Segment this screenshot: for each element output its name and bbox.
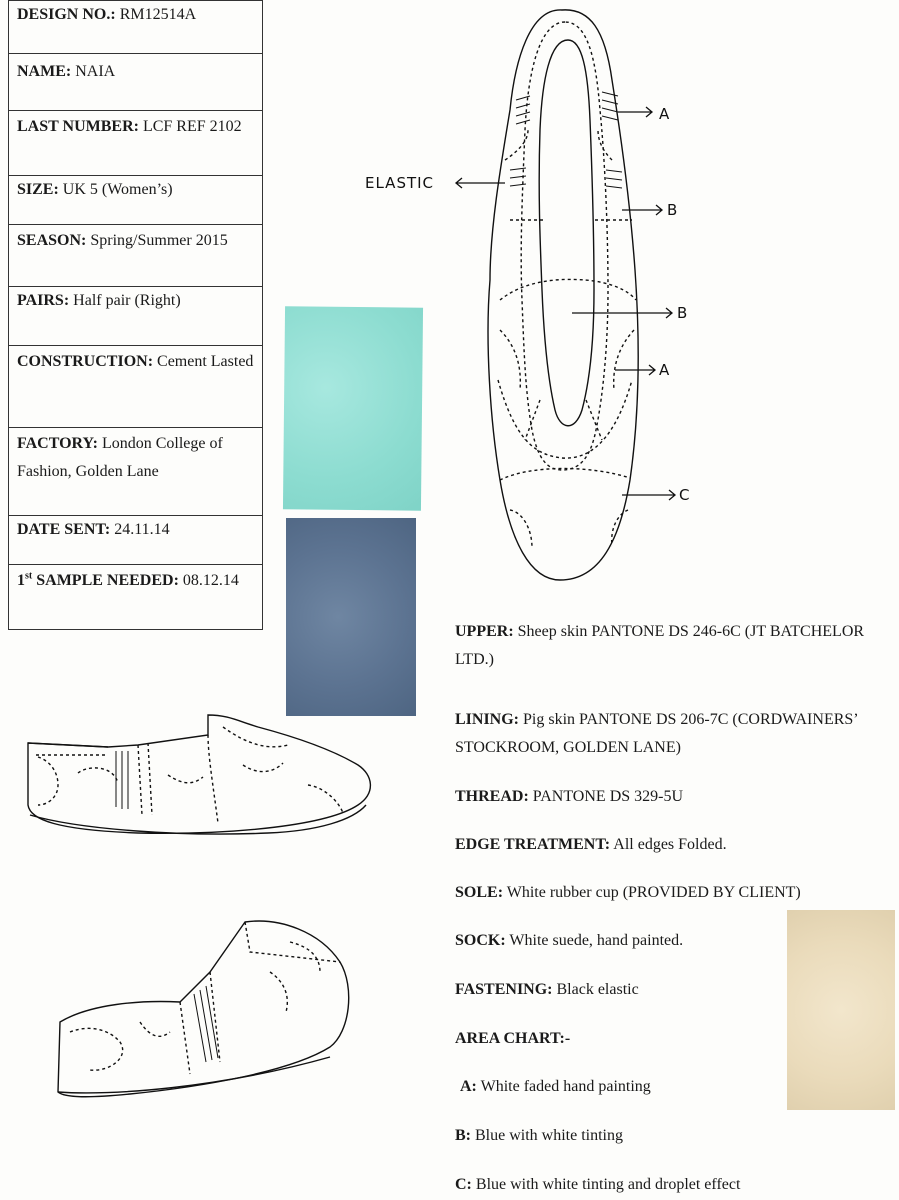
spec-area-c — [455, 1171, 895, 1199]
spec-value: 24.11.14 — [114, 521, 170, 538]
spec-row-size — [9, 176, 263, 225]
spec-key: FACTORY: — [17, 435, 98, 452]
spec-sole — [455, 879, 895, 907]
spec-key: SEASON: — [17, 232, 87, 249]
spec-row-pairs — [9, 287, 263, 346]
callout-label-elastic: ELASTIC — [365, 174, 435, 192]
spec-key: LAST NUMBER: — [17, 118, 139, 135]
spec-key: SIZE: — [17, 181, 59, 198]
spec-sock — [455, 927, 895, 955]
shoe-top-view-drawing — [350, 0, 710, 590]
spec-value: UK 5 (Women’s) — [62, 181, 173, 198]
spec-value: White faded hand painting — [480, 1078, 651, 1095]
shoe-side-view-drawing — [50, 912, 360, 1102]
spec-value: All edges Folded. — [613, 836, 727, 853]
spec-key: LINING: — [455, 711, 520, 728]
spec-value: 08.12.14 — [182, 572, 239, 589]
spec-key-number: 1 — [17, 572, 25, 589]
spec-value: Blue with white tinting and droplet effect — [475, 1176, 741, 1193]
spec-fastening — [455, 976, 895, 1004]
spec-key: DESIGN NO.: — [17, 6, 116, 23]
spec-row-construction — [9, 346, 263, 428]
spec-value: Spring/Summer 2015 — [90, 232, 228, 249]
spec-lining — [455, 706, 895, 762]
spec-key: A: — [460, 1078, 477, 1095]
shoe-side-view-drawing — [18, 705, 378, 850]
spec-row-date-sent — [9, 516, 263, 565]
spec-value: White rubber cup (PROVIDED BY CLIENT) — [506, 884, 801, 901]
spec-key: C: — [455, 1176, 472, 1193]
spec-row-season — [9, 225, 263, 287]
callout-label-b: B — [677, 304, 689, 322]
spec-row-design-no — [9, 1, 263, 54]
spec-row-name — [9, 54, 263, 111]
spec-value: Black elastic — [556, 981, 639, 998]
spec-value: Cement Lasted — [157, 353, 254, 370]
spec-key: UPPER: — [455, 623, 514, 640]
spec-key: AREA CHART:- — [455, 1030, 571, 1047]
spec-key: SOCK: — [455, 932, 506, 949]
spec-key: DATE SENT: — [17, 521, 111, 538]
spec-key-ordinal: st — [25, 570, 33, 582]
spec-value: Pig skin PANTONE DS 206-7C (CORDWAINERS’ STOCKROOM, GOLDEN LANE) — [455, 711, 858, 756]
spec-key: FASTENING: — [455, 981, 553, 998]
spec-area-chart — [455, 1025, 895, 1053]
spec-key: B: — [455, 1127, 471, 1144]
spec-value: London College of Fashion, Golden Lane — [17, 435, 223, 480]
spec-table — [8, 0, 263, 630]
spec-area-a — [460, 1073, 899, 1101]
spec-value: Blue with white tinting — [475, 1127, 623, 1144]
callout-label-c: C — [679, 486, 691, 504]
spec-key: NAME: — [17, 63, 72, 80]
spec-key: EDGE TREATMENT: — [455, 836, 611, 853]
spec-thread — [455, 783, 895, 811]
spec-value: LCF REF 2102 — [142, 118, 242, 135]
spec-value: PANTONE DS 329-5U — [532, 788, 684, 805]
spec-key: SOLE: — [455, 884, 504, 901]
spec-value: Sheep skin PANTONE DS 246-6C (JT BATCHELOR LTD.) — [455, 623, 865, 668]
callout-label-b: B — [667, 201, 679, 219]
spec-row-factory — [9, 428, 263, 516]
callout-label-a: A — [659, 361, 671, 379]
spec-area-b — [455, 1122, 895, 1150]
spec-key-rest: SAMPLE NEEDED: — [36, 572, 179, 589]
spec-edge-treatment — [455, 831, 895, 859]
spec-value: Half pair (Right) — [73, 292, 181, 309]
spec-upper — [455, 618, 895, 674]
spec-key: THREAD: — [455, 788, 529, 805]
callout-label-a: A — [659, 105, 671, 123]
spec-key: CONSTRUCTION: — [17, 353, 154, 370]
spec-key: PAIRS: — [17, 292, 70, 309]
spec-value: White suede, hand painted. — [509, 932, 684, 949]
spec-key — [17, 572, 179, 589]
spec-row-last-number — [9, 111, 263, 176]
spec-row-sample-needed — [9, 565, 263, 630]
spec-value: NAIA — [75, 63, 116, 80]
spec-value: RM12514A — [119, 6, 197, 23]
